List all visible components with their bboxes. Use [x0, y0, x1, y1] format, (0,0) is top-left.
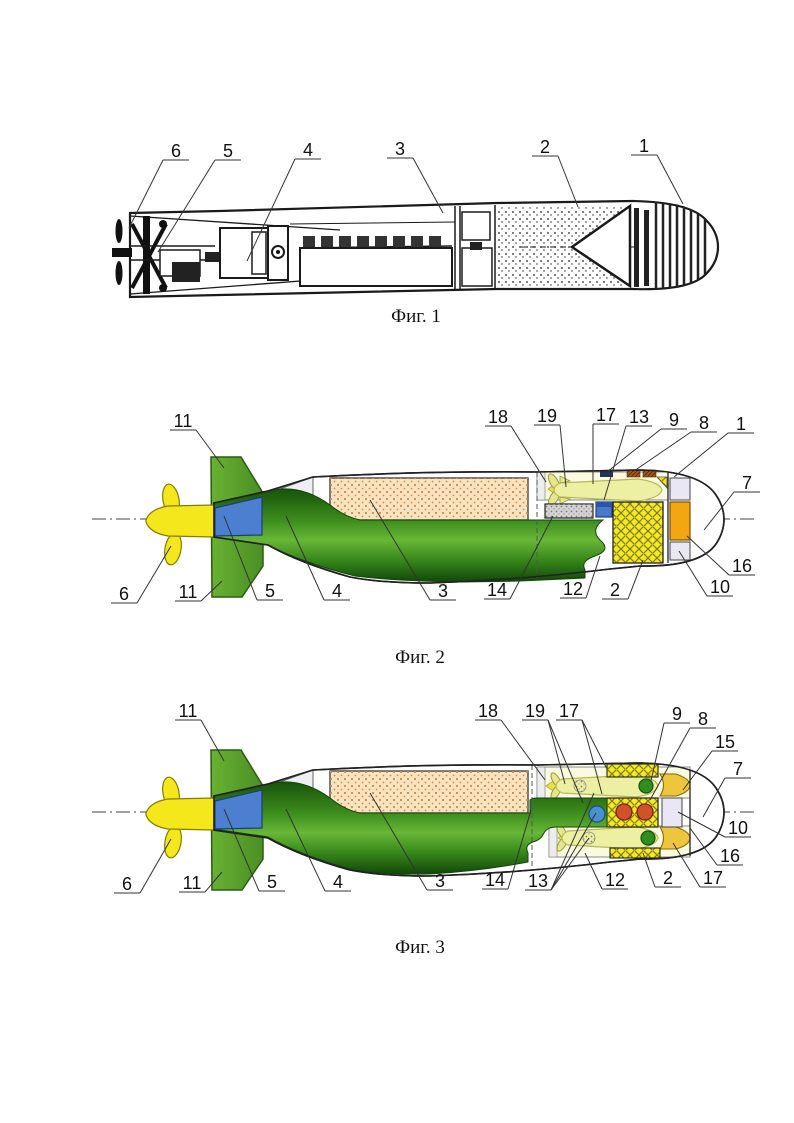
callout-leader-line [634, 432, 691, 471]
figure-1-caption: Фиг. 1 [391, 306, 441, 327]
callout-leader-line [582, 720, 607, 769]
callout-leader-line [657, 155, 683, 204]
charge-strip-bottom [610, 848, 660, 858]
fig2-callout-10: 10 [709, 577, 731, 597]
fig2-callout-4: 4 [331, 581, 343, 601]
callout-leader-line [558, 156, 578, 207]
fig3-callout-11: 11 [178, 701, 198, 721]
callout-leader-line [137, 546, 171, 603]
charge-strip-top [607, 764, 658, 777]
blue-marker [589, 806, 605, 822]
green-marker [639, 779, 653, 793]
fig3-callout-14: 14 [484, 870, 506, 890]
control-unit [545, 504, 593, 518]
fig1-callout-1: 1 [638, 136, 650, 156]
fig3-callout-15: 15 [714, 732, 736, 752]
callout-leader-line [674, 433, 728, 477]
fig2-callout-9: 9 [668, 410, 680, 430]
fig3-callout-5: 5 [266, 872, 278, 892]
nose-compartment-lower [670, 542, 690, 560]
warhead-drawing [497, 206, 640, 288]
propeller [146, 483, 214, 566]
fig2-callout-7: 7 [741, 473, 753, 493]
fig3-callout-12: 12 [604, 870, 626, 890]
fig2-callout-11: 11 [173, 411, 193, 431]
propeller [146, 776, 214, 859]
nose-mechanism-drawing [634, 200, 705, 292]
fig1-callout-4: 4 [302, 140, 314, 160]
deck-fitting [627, 470, 640, 477]
actuator-unit [596, 502, 612, 517]
callout-leader-line [607, 429, 661, 472]
fig3-callout-9: 9 [671, 704, 683, 724]
fig3-callout-19: 19 [524, 701, 546, 721]
fig2-callout-11: 11 [178, 582, 198, 602]
fig2-callout-19: 19 [536, 406, 558, 426]
figure-2-caption: Фиг. 2 [395, 647, 445, 668]
fig2-callout-16: 16 [731, 556, 753, 576]
fig1-callout-6: 6 [170, 141, 182, 161]
red-marker [616, 804, 632, 820]
battery-section [330, 478, 528, 520]
fig2-callout-18: 18 [487, 407, 509, 427]
callout-leader-line [158, 160, 215, 252]
fig3-callout-7: 7 [732, 759, 744, 779]
fig1-callout-5: 5 [222, 141, 234, 161]
fig2-callout-17: 17 [595, 405, 617, 425]
fig3-callout-8: 8 [697, 709, 709, 729]
figure-3-caption: Фиг. 3 [395, 937, 445, 958]
fig2-callout-14: 14 [486, 580, 508, 600]
fig2-callout-13: 13 [628, 407, 650, 427]
fig3-callout-3: 3 [434, 871, 446, 891]
fig3-callout-4: 4 [332, 872, 344, 892]
tail-mechanism-drawing [130, 216, 222, 294]
torpedo-outline-drawing [112, 200, 718, 297]
callout-leader-line [140, 839, 171, 893]
fig3-callout-18: 18 [477, 701, 499, 721]
fig3-callout-17: 17 [558, 701, 580, 721]
fig2-callout-12: 12 [562, 579, 584, 599]
red-marker [637, 804, 653, 820]
fig2-callout-2: 2 [609, 580, 621, 600]
callout-leader-line [196, 430, 224, 468]
fig3-callout-6: 6 [121, 874, 133, 894]
fig3-callout-11: 11 [182, 873, 202, 893]
battery-section [330, 771, 528, 813]
fig1-callout-2: 2 [539, 137, 551, 157]
fig2-callout-6: 6 [118, 584, 130, 604]
fig1-callout-3: 3 [394, 139, 406, 159]
green-marker [641, 831, 655, 845]
fig2-callout-8: 8 [698, 413, 710, 433]
nose-compartment-upper [670, 478, 690, 500]
fig3-callout-10: 10 [727, 818, 749, 838]
exploder-device [670, 502, 690, 540]
explosive-charge [613, 502, 663, 563]
fig2-callout-1: 1 [735, 414, 747, 434]
battery-drawing [290, 222, 455, 286]
fig2-callout-3: 3 [437, 581, 449, 601]
fig2-callout-5: 5 [264, 581, 276, 601]
fig3-callout-16: 16 [719, 846, 741, 866]
fig3-callout-13: 13 [527, 871, 549, 891]
fig3-callout-2: 2 [662, 868, 674, 888]
figure-2-drawing [92, 457, 758, 597]
fig3-callout-17: 17 [702, 868, 724, 888]
figure-1-drawing [112, 200, 718, 297]
figure-3-drawing [92, 750, 758, 890]
